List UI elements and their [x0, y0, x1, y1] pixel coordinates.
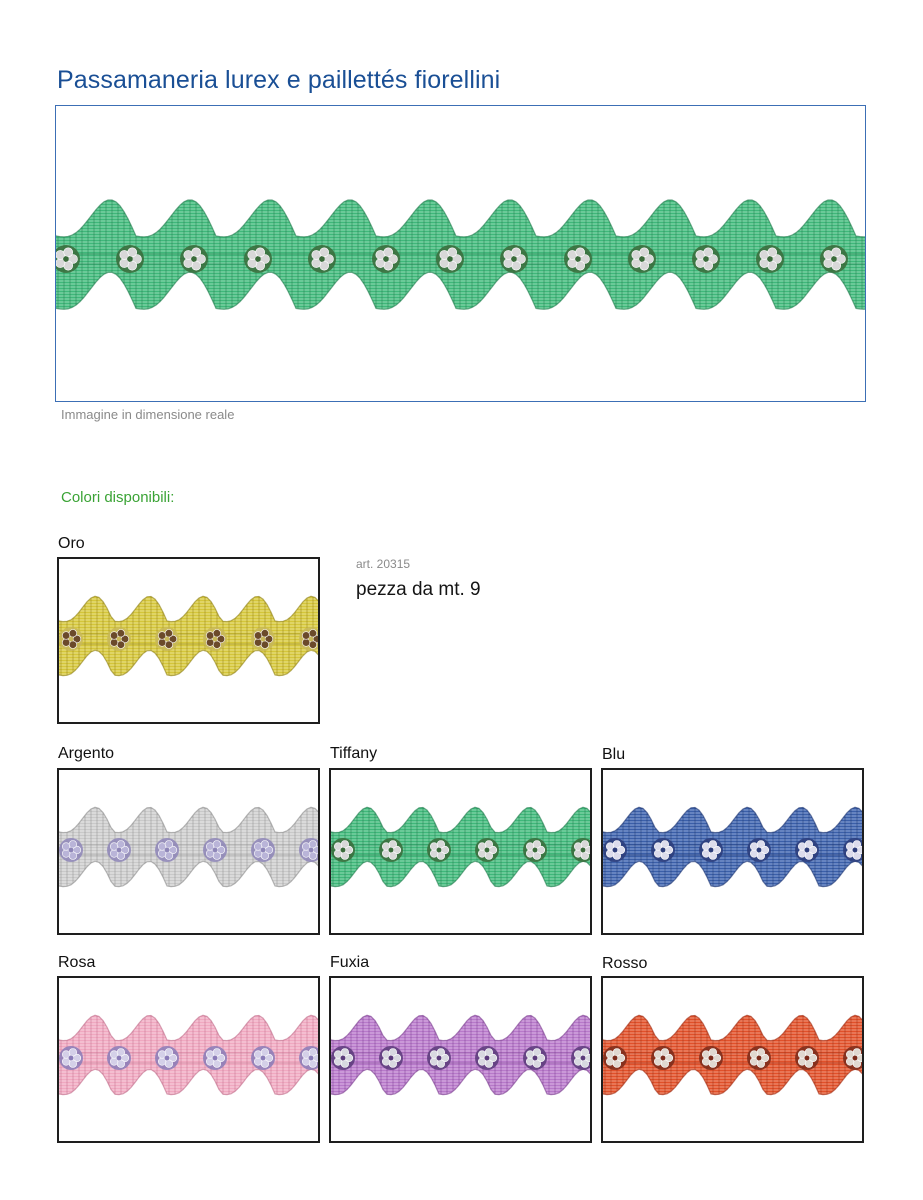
- swatch-label-argento: Argento: [58, 745, 115, 762]
- trim-ribbon-icon: [331, 978, 590, 1141]
- sequin-flower: [331, 838, 355, 862]
- trim-ribbon-icon: [56, 106, 866, 402]
- sequin-flower: [475, 838, 499, 862]
- sequin-flower: [379, 838, 403, 862]
- sequin-flower: [251, 838, 275, 862]
- sequin-flower: [603, 1046, 627, 1070]
- sequin-flower: [155, 627, 179, 651]
- sequin-flower: [244, 245, 272, 273]
- sequin-flower: [59, 1046, 83, 1070]
- sequin-flower: [251, 627, 275, 651]
- sequin-flower: [436, 245, 464, 273]
- sequin-flower: [372, 245, 400, 273]
- sequin-flower: [155, 1046, 179, 1070]
- swatch-argento[interactable]: [57, 768, 320, 935]
- sequin-flower: [308, 245, 336, 273]
- colors-heading: Colori disponibili:: [61, 489, 175, 506]
- sequin-flower: [747, 838, 771, 862]
- trim-ribbon-icon: [59, 559, 318, 722]
- trim-ribbon-icon: [59, 770, 318, 933]
- sequin-flower: [116, 245, 144, 273]
- sequin-flower: [475, 1046, 499, 1070]
- sequin-flower: [747, 1046, 771, 1070]
- swatch-label-blu: Blu: [602, 746, 626, 763]
- swatch-blu[interactable]: [601, 768, 864, 935]
- sequin-flower: [699, 1046, 723, 1070]
- sequin-flower: [251, 1046, 275, 1070]
- trim-ribbon-icon: [331, 770, 590, 933]
- sequin-flower: [603, 838, 627, 862]
- sequin-flower: [523, 838, 547, 862]
- trim-ribbon-icon: [59, 978, 318, 1141]
- swatch-rosa[interactable]: [57, 976, 320, 1143]
- swatch-oro[interactable]: [57, 557, 320, 724]
- sequin-flower: [203, 1046, 227, 1070]
- swatch-label-fuxia: Fuxia: [330, 954, 370, 971]
- sequin-flower: [59, 838, 83, 862]
- sequin-flower: [651, 1046, 675, 1070]
- trim-ribbon-icon: [603, 978, 862, 1141]
- sequin-flower: [379, 1046, 403, 1070]
- swatch-label-rosso: Rosso: [602, 955, 648, 972]
- swatch-label-rosa: Rosa: [58, 954, 96, 971]
- sequin-flower: [107, 627, 131, 651]
- sequin-flower: [692, 245, 720, 273]
- sequin-flower: [523, 1046, 547, 1070]
- trim-ribbon-icon: [603, 770, 862, 933]
- sequin-flower: [795, 838, 819, 862]
- sequin-flower: [107, 838, 131, 862]
- sequin-flower: [331, 1046, 355, 1070]
- sequin-flower: [795, 1046, 819, 1070]
- swatch-fuxia[interactable]: [329, 976, 592, 1143]
- sequin-flower: [203, 627, 227, 651]
- sequin-flower: [180, 245, 208, 273]
- sequin-flower: [500, 245, 528, 273]
- sequin-flower: [59, 627, 83, 651]
- sequin-flower: [564, 245, 592, 273]
- hero-image: [55, 105, 866, 402]
- swatch-tiffany[interactable]: [329, 768, 592, 935]
- sequin-flower: [628, 245, 656, 273]
- sequin-flower: [820, 245, 848, 273]
- sequin-flower: [651, 838, 675, 862]
- page-title: Passamaneria lurex e paillettés fiorellini: [57, 66, 501, 94]
- sequin-flower: [427, 1046, 451, 1070]
- sequin-flower: [203, 838, 227, 862]
- sequin-flower: [756, 245, 784, 273]
- swatch-label-oro: Oro: [58, 535, 85, 552]
- sequin-flower: [699, 838, 723, 862]
- article-code: art. 20315: [356, 557, 411, 571]
- package-size: pezza da mt. 9: [356, 579, 481, 600]
- sequin-flower: [107, 1046, 131, 1070]
- sequin-flower: [427, 838, 451, 862]
- swatch-label-tiffany: Tiffany: [330, 745, 378, 762]
- swatch-rosso[interactable]: [601, 976, 864, 1143]
- sequin-flower: [155, 838, 179, 862]
- image-caption: Immagine in dimensione reale: [61, 407, 235, 422]
